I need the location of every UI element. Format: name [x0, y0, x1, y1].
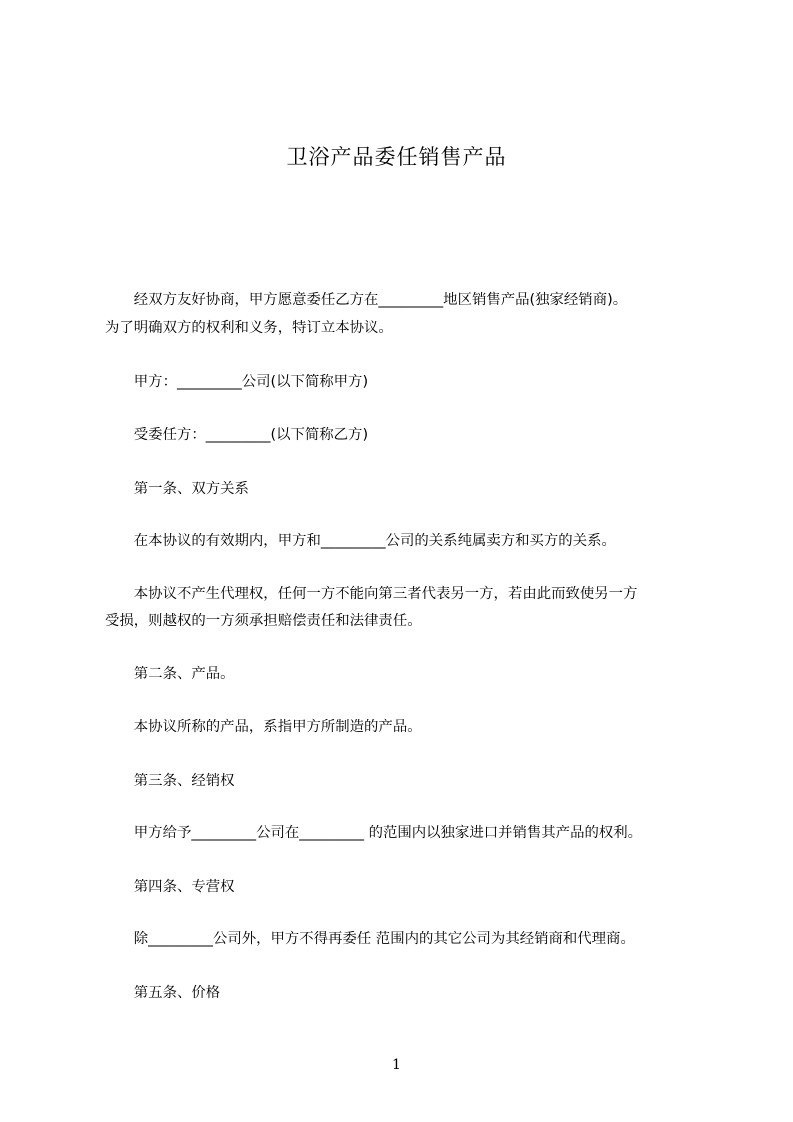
- article-heading: 第四条、专营权: [105, 879, 235, 895]
- party-a-line: 甲方：_________公司(以下简称甲方): [105, 374, 369, 390]
- article-heading: 第二条、产品。: [105, 666, 235, 682]
- paragraph-line: 受损，则越权的一方须承担赔偿责任和法律责任。: [105, 613, 422, 629]
- document-title: 卫浴产品委任销售产品: [286, 145, 507, 169]
- page-number: 1: [392, 1057, 401, 1073]
- paragraph-line: 本协议不产生代理权，任何一方不能向第三者代表另一方，若由此而致使另一方: [105, 586, 638, 602]
- party-b-line: 受委任方：_________(以下简称乙方): [105, 427, 369, 443]
- paragraph-line: 甲方给予_________公司在_________ 的范围内以独家进口并销售其产品的权利。: [105, 825, 643, 841]
- article-heading: 第一条、双方关系: [105, 481, 249, 497]
- paragraph-line: 为了明确双方的权利和义务，特订立本协议。: [105, 320, 393, 336]
- paragraph-line: 除_________公司外，甲方不得再委任 范围内的其它公司为其经销商和代理商。: [105, 931, 635, 947]
- article-heading: 第五条、价格: [105, 985, 221, 1001]
- paragraph-line: 经双方友好协商，甲方愿意委任乙方在_________地区销售产品(独家经销商)。: [105, 292, 628, 308]
- article-heading: 第三条、经销权: [105, 773, 235, 789]
- paragraph-line: 在本协议的有效期内，甲方和_________公司的关系纯属卖方和买方的关系。: [105, 533, 616, 549]
- paragraph-line: 本协议所称的产品，系指甲方所制造的产品。: [105, 719, 422, 735]
